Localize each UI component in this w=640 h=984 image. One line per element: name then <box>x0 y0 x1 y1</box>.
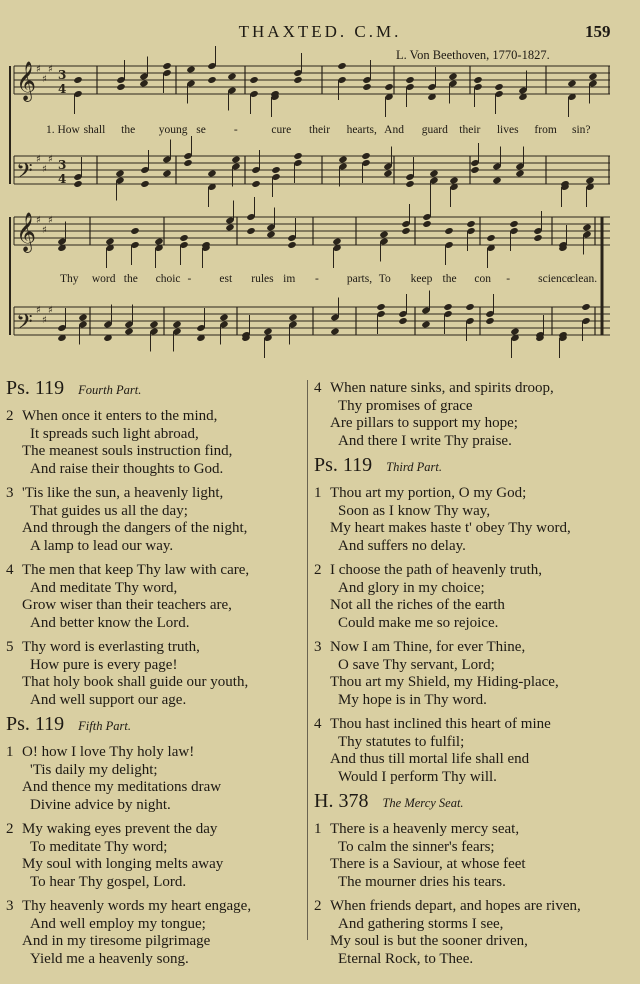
verse-line <box>6 597 311 615</box>
note-head <box>567 80 576 88</box>
verse-text: Thou art my Shield, my Hiding-place, <box>330 674 559 690</box>
verse-text: My heart makes haste t' obey Thy word, <box>330 520 571 536</box>
lyric-syllable: - <box>315 273 319 285</box>
note-head <box>585 177 594 185</box>
lyric-syllable: parts, <box>346 273 373 285</box>
verse-line <box>6 933 311 951</box>
verse-text: The men that keep Thy law with care, <box>22 562 250 578</box>
verse-text: Soon as I know Thy way, <box>338 502 491 519</box>
sharp-icon: ♯ <box>42 315 47 326</box>
stanza <box>6 485 311 555</box>
stanza <box>6 744 311 814</box>
verse-line <box>314 415 619 433</box>
verse-line <box>314 839 619 857</box>
note-head <box>449 177 458 185</box>
note-head <box>116 83 125 91</box>
lyric-syllable: shall <box>83 124 106 136</box>
stanza <box>6 898 311 968</box>
verse-text: And through the dangers of the night, <box>22 520 248 536</box>
verse-text: Now I am Thine, for ever Thine, <box>330 639 526 655</box>
stanza <box>314 716 619 786</box>
note-head <box>207 76 216 84</box>
lyric-syllable: their <box>459 124 481 136</box>
verse-line <box>6 443 311 461</box>
sharp-icon: ♯ <box>42 225 47 236</box>
note-head <box>379 231 388 239</box>
verse-line <box>6 744 311 762</box>
verse-text: My waking eyes prevent the day <box>22 821 218 837</box>
note-head <box>401 227 410 235</box>
note-head <box>231 156 240 164</box>
note-head <box>330 328 339 336</box>
note-head <box>492 177 501 185</box>
verse-line <box>6 692 311 710</box>
stanza <box>314 485 619 555</box>
hymn-number: Ps. 119 <box>314 454 373 476</box>
verse-line <box>6 408 311 426</box>
hymn-heading <box>314 790 619 821</box>
note-head <box>533 234 542 242</box>
verse-text: And meditate Thy word, <box>30 579 178 596</box>
lyric-syllable: im <box>283 273 296 285</box>
verse-text: 'Tis daily my delight; <box>30 761 158 778</box>
verse-line <box>314 562 619 580</box>
verse-number: 3 <box>314 639 322 655</box>
lyric-syllable: To <box>378 273 391 285</box>
verse-text: Thou hast inclined this heart of mine <box>330 716 551 732</box>
hymn-number: Ps. 119 <box>6 377 65 399</box>
lyric-syllable: the <box>123 273 138 285</box>
verse-text: It spreads such light abroad, <box>30 425 199 442</box>
note-head <box>582 224 591 232</box>
verse-text: There is a heavenly mercy seat, <box>330 821 520 837</box>
verse-line <box>6 674 311 692</box>
note-head <box>470 166 479 174</box>
verse-text: And thence my meditations draw <box>22 779 222 795</box>
note-head <box>448 73 457 81</box>
note-head <box>183 159 192 167</box>
sharp-icon: ♯ <box>36 64 41 75</box>
verse-number: 4 <box>314 716 322 732</box>
verse-line <box>6 520 311 538</box>
verse-line <box>6 874 311 892</box>
sharp-icon: ♯ <box>36 305 41 316</box>
verse-line <box>314 874 619 892</box>
verse-text: Thy heavenly words my heart engage, <box>22 898 252 914</box>
verse-number: 2 <box>314 898 322 914</box>
verse-line <box>314 639 619 657</box>
verse-line <box>6 839 311 857</box>
verse-number: 3 <box>6 898 14 914</box>
verse-text: Thou art my portion, O my God; <box>330 485 527 501</box>
hymn-heading <box>6 377 311 408</box>
sharp-icon: ♯ <box>48 305 53 316</box>
verse-text: And well employ my tongue; <box>30 915 206 932</box>
lyric-syllable: young <box>158 124 188 136</box>
lyric-syllable: their <box>309 124 331 136</box>
verse-number: 2 <box>6 408 14 424</box>
lyric-syllable: clean. <box>570 273 598 285</box>
verse-line <box>314 821 619 839</box>
lyric-syllable: keep <box>410 273 433 285</box>
note-head <box>581 303 590 311</box>
verse-line <box>6 461 311 479</box>
verse-line <box>6 951 311 969</box>
note-head <box>149 321 158 329</box>
note-head <box>588 73 597 81</box>
verse-text: Thy promises of grace <box>338 397 473 414</box>
note-head <box>227 73 236 81</box>
sharp-icon: ♯ <box>36 154 41 165</box>
note-head <box>263 328 272 336</box>
verse-line <box>6 580 311 598</box>
hymn-heading <box>6 713 311 744</box>
lyric-syllable: - <box>187 273 192 285</box>
verse-text: And suffers no delay. <box>338 537 466 554</box>
music-score <box>0 0 640 370</box>
verse-text: Not all the riches of the earth <box>330 597 505 613</box>
lyric-syllable: hearts, <box>346 124 377 136</box>
verse-line <box>314 898 619 916</box>
verse-text: O save Thy servant, Lord; <box>338 656 495 673</box>
note-head <box>73 76 82 84</box>
note-head <box>186 66 195 74</box>
stanza <box>6 408 311 478</box>
note-head <box>172 321 181 329</box>
verse-line <box>6 916 311 934</box>
verse-line <box>314 485 619 503</box>
verse-text: Divine advice by night. <box>30 796 171 813</box>
page-number: 159 <box>585 22 611 41</box>
sharp-icon: ♯ <box>36 215 41 226</box>
verse-number: 4 <box>6 562 14 578</box>
note-head <box>473 76 482 84</box>
verse-line <box>314 503 619 521</box>
verse-line <box>6 821 311 839</box>
note-head <box>139 80 148 88</box>
verse-line <box>314 615 619 633</box>
note-head <box>337 62 346 70</box>
verse-line <box>6 538 311 556</box>
verse-text: 'Tis like the sun, a heavenly light, <box>22 485 224 501</box>
note-head <box>105 238 114 246</box>
note-head <box>443 303 452 311</box>
lyric-syllable: Thy <box>60 273 79 285</box>
verse-line <box>6 779 311 797</box>
lyric-syllable: And <box>384 124 404 136</box>
left-column <box>6 377 311 975</box>
verse-text: And gathering storms I see, <box>338 915 504 932</box>
lyric-syllable: the <box>121 124 136 136</box>
note-head <box>486 234 495 242</box>
stanza <box>314 562 619 632</box>
note-head <box>362 83 371 91</box>
note-head <box>179 234 188 242</box>
verse-line <box>314 657 619 675</box>
lyric-syllable: lives <box>496 124 519 136</box>
verse-line <box>314 692 619 710</box>
note-head <box>288 314 297 322</box>
verse-line <box>314 769 619 787</box>
note-head <box>293 152 302 160</box>
note-head <box>485 317 494 325</box>
verse-line <box>314 597 619 615</box>
verse-line <box>314 916 619 934</box>
note-head <box>509 220 518 228</box>
verse-text: A lamp to lead our way. <box>30 537 174 554</box>
verse-text: And well support our age. <box>30 691 187 708</box>
verse-text: And there I write Thy praise. <box>338 432 512 449</box>
verse-line <box>6 615 311 633</box>
verse-text: And glory in my choice; <box>338 579 485 596</box>
verse-line <box>314 398 619 416</box>
verse-text: Could make me so rejoice. <box>338 614 499 631</box>
verse-line <box>314 751 619 769</box>
note-head <box>383 170 392 178</box>
verse-number: 3 <box>6 485 14 501</box>
verse-text: The mourner dries his tears. <box>338 873 506 890</box>
time-signature-top: 3 <box>58 158 67 172</box>
treble-clef-icon: 𝄞 <box>16 212 37 252</box>
tune-title: THAXTED. C.M. <box>238 22 402 41</box>
lyric-syllable: se <box>196 124 206 136</box>
stanza <box>6 821 311 891</box>
note-head <box>266 231 275 239</box>
verse-text: When friends depart, and hopes are riven, <box>330 898 581 914</box>
note-head <box>465 303 474 311</box>
note-head <box>246 227 255 235</box>
lyric-syllable: - <box>506 273 511 285</box>
lyric-syllable: rules <box>251 273 274 285</box>
note-head <box>398 317 407 325</box>
lyric-syllable: - <box>233 124 238 136</box>
verse-number: 1 <box>314 821 322 837</box>
treble-clef-icon: 𝄞 <box>16 61 37 101</box>
note-head <box>78 314 87 322</box>
note-head <box>154 238 163 246</box>
note-head <box>361 152 370 160</box>
note-head <box>515 170 524 178</box>
verse-text: Yield me a heavenly song. <box>30 950 189 967</box>
hymn-number: Ps. 119 <box>6 713 65 735</box>
verse-number: 1 <box>6 744 14 760</box>
stanza <box>314 380 619 450</box>
note-head <box>422 220 431 228</box>
sharp-icon: ♯ <box>42 164 47 175</box>
verse-text: To meditate Thy word; <box>30 838 168 855</box>
sharp-icon: ♯ <box>42 74 47 85</box>
note-head <box>429 170 438 178</box>
verse-text: To hear Thy gospel, Lord. <box>30 873 187 890</box>
verse-text: And better know the Lord. <box>30 614 190 631</box>
verse-line <box>6 503 311 521</box>
stanza <box>314 821 619 891</box>
verse-text: And thus till mortal life shall end <box>330 751 530 767</box>
verse-text: To calm the sinner's fears; <box>338 838 495 855</box>
verse-line <box>6 639 311 657</box>
note-head <box>219 314 228 322</box>
hymn-part-label: Fourth Part. <box>78 383 142 397</box>
verse-line <box>6 657 311 675</box>
lyric-syllable: 1. How <box>46 124 80 136</box>
sharp-icon: ♯ <box>48 64 53 75</box>
hymn-part-label: The Mercy Seat. <box>382 796 464 810</box>
hymn-heading <box>314 454 619 485</box>
verse-line <box>314 380 619 398</box>
note-head <box>405 180 414 188</box>
verse-text: Thy word is everlasting truth, <box>22 639 200 655</box>
verse-line <box>6 856 311 874</box>
sharp-icon: ♯ <box>48 215 53 226</box>
note-head <box>405 76 414 84</box>
verse-text: Would I perform Thy will. <box>338 768 497 785</box>
verse-line <box>314 433 619 451</box>
lyric-syllable: science <box>538 273 572 285</box>
note-head <box>130 227 139 235</box>
lyric-syllable: guard <box>421 124 448 136</box>
note-head <box>338 156 347 164</box>
hymn-number: H. 378 <box>314 790 369 812</box>
right-column <box>314 380 619 975</box>
lyric-syllable: con <box>474 273 491 285</box>
verse-text: Eternal Rock, to Thee. <box>338 950 474 967</box>
verse-line <box>314 674 619 692</box>
note-head <box>162 62 171 70</box>
note-head <box>384 83 393 91</box>
verse-line <box>6 562 311 580</box>
note-head <box>510 328 519 336</box>
note-head <box>225 224 234 232</box>
verse-line <box>314 580 619 598</box>
verse-line <box>314 538 619 556</box>
verse-text: Grow wiser than their teachers are, <box>22 597 232 613</box>
bass-clef-icon: 𝄢 <box>16 159 33 189</box>
verse-text: My hope is in Thy word. <box>338 691 487 708</box>
verse-number: 1 <box>314 485 322 501</box>
verse-text: I choose the path of heavenly truth, <box>330 562 543 578</box>
verse-line <box>314 951 619 969</box>
verse-text: When once it enters to the mind, <box>22 408 218 424</box>
note-head <box>249 76 258 84</box>
verse-text: O! how I love Thy holy law! <box>22 744 195 760</box>
verse-text: Thy statutes to fulfil; <box>338 733 465 750</box>
note-head <box>162 170 171 178</box>
verse-number: 2 <box>314 562 322 578</box>
verse-number: 2 <box>6 821 14 837</box>
verse-line <box>6 426 311 444</box>
lyric-syllable: sin? <box>572 124 591 136</box>
verse-line <box>6 898 311 916</box>
verse-number: 5 <box>6 639 14 655</box>
note-head <box>287 241 296 249</box>
verse-line <box>314 734 619 752</box>
note-head <box>444 227 453 235</box>
verse-line <box>6 485 311 503</box>
note-head <box>115 170 124 178</box>
lyric-syllable: choic <box>155 273 181 285</box>
lyric-syllable: word <box>91 273 116 285</box>
verse-text: How pure is every page! <box>30 656 178 673</box>
lyric-syllable: cure <box>271 124 292 136</box>
column-divider <box>307 380 308 940</box>
note-head <box>124 328 133 336</box>
time-signature-bottom: 4 <box>58 82 67 96</box>
time-signature-top: 3 <box>58 68 67 82</box>
lyric-syllable: the <box>442 273 457 285</box>
hymn-part-label: Fifth Part. <box>78 719 131 733</box>
stanza <box>314 898 619 968</box>
verse-text: That holy book shall guide our youth, <box>22 674 249 690</box>
note-head <box>271 166 280 174</box>
verse-line <box>314 520 619 538</box>
note-head <box>421 321 430 329</box>
verse-text: The meanest souls instruction find, <box>22 443 233 459</box>
verse-text: And raise their thoughts to God. <box>30 460 224 477</box>
hymn-part-label: Third Part. <box>386 460 442 474</box>
verse-text: That guides us all the day; <box>30 502 188 519</box>
bass-clef-icon: 𝄢 <box>16 310 33 340</box>
stanza <box>314 639 619 709</box>
lyric-syllable: est <box>219 273 233 285</box>
verse-line <box>6 762 311 780</box>
verse-text: And in my tiresome pilgrimage <box>22 933 211 949</box>
verse-text: When nature sinks, and spirits droop, <box>330 380 554 396</box>
verse-text: My soul with longing melts away <box>22 856 224 872</box>
verse-line <box>314 933 619 951</box>
note-head <box>466 220 475 228</box>
note-head <box>376 303 385 311</box>
note-head <box>73 180 82 188</box>
note-head <box>293 76 302 84</box>
note-head <box>332 238 341 246</box>
time-signature-bottom: 4 <box>58 172 67 186</box>
composer-credit: L. Von Beethoven, 1770-1827. <box>396 48 550 62</box>
stanza <box>6 562 311 632</box>
verse-line <box>314 856 619 874</box>
verse-text: Are pillars to support my hope; <box>330 415 518 431</box>
note-head <box>251 180 260 188</box>
verse-line <box>314 716 619 734</box>
stanza <box>6 639 311 709</box>
verse-line <box>6 797 311 815</box>
note-head <box>140 180 149 188</box>
verse-number: 4 <box>314 380 322 396</box>
note-head <box>494 83 503 91</box>
lyric-syllable: from <box>534 124 557 136</box>
verse-text: There is a Saviour, at whose feet <box>330 856 526 872</box>
verse-text: My soul is but the sooner driven, <box>330 933 528 949</box>
sharp-icon: ♯ <box>48 154 53 165</box>
note-head <box>207 170 216 178</box>
